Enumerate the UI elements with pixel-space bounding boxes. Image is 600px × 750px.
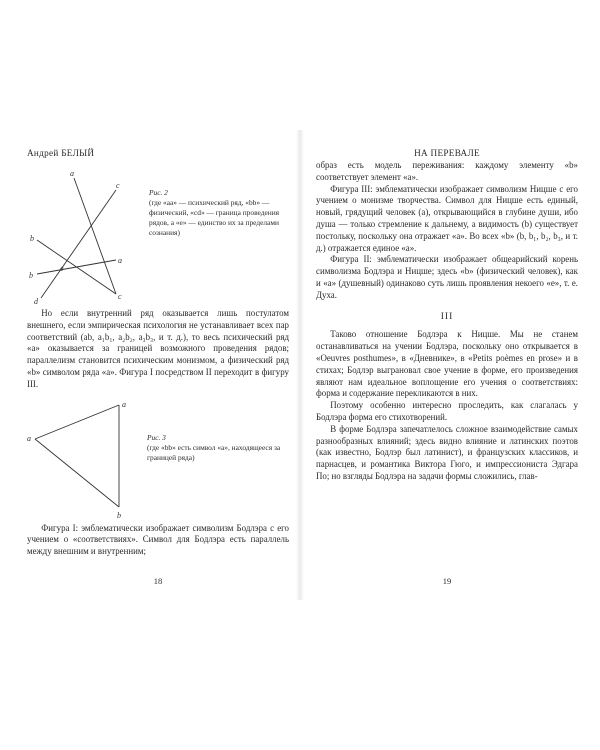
figure-2-caption-text: (где «aa» — психический ряд, «bb» — физический, «cd» — граница проведения рядов, а «e» — единство их за пределами сознания) bbox=[149, 198, 280, 237]
fig2-label-d: d bbox=[34, 297, 38, 306]
fig2-line-bb bbox=[37, 240, 116, 294]
fig2-label-b-left: b bbox=[30, 234, 34, 243]
figure-2 bbox=[27, 166, 289, 308]
fig3-label-a-right: a bbox=[122, 399, 126, 409]
figure-2-caption bbox=[149, 188, 284, 238]
fig2-label-a-right: a bbox=[118, 256, 122, 265]
fig2-label-b-right: c bbox=[118, 292, 122, 301]
page-number-right: 19 bbox=[442, 576, 452, 586]
figure-3 bbox=[27, 395, 289, 523]
right-paragraph-1: образ есть модель переживания: каждому элементу «b» соответствует элемент «a». bbox=[316, 160, 578, 182]
figure-3-diagram bbox=[27, 395, 145, 523]
running-head-title: НА ПЕРЕВАЛЕ bbox=[414, 148, 480, 158]
running-head-author: Андрей БЕЛЫЙ bbox=[27, 148, 95, 158]
fig3-side-top bbox=[35, 405, 119, 439]
right-page bbox=[316, 148, 578, 586]
left-paragraph-2: Фигура I: эмблематически изображает символизм Бодлэра с его учением о «соответствиях». Символ для Бодлэра есть параллель между внешним и внутренним; bbox=[27, 522, 289, 557]
fig2-label-b-lower: b bbox=[29, 271, 33, 280]
fig2-line-aa bbox=[74, 178, 116, 294]
figure-2-diagram bbox=[27, 166, 147, 308]
fig3-label-b: b bbox=[117, 510, 121, 520]
fig2-label-e: e bbox=[60, 264, 64, 273]
figure-3-caption bbox=[147, 433, 287, 463]
fig3-label-a-left: a bbox=[27, 433, 31, 443]
page-number-left: 18 bbox=[153, 576, 163, 586]
left-paragraph-1: Но если внутренний ряд оказывается лишь постулатом внешнего, если эмпирическая психология не устанавливает всех пар соответствий (ab, a₁b₁, a₂b₂, a₃b₃, и т. д.), то весь психический ряд «a» оказывается за границей возможного проведения рядов; параллелизм становится психическим монизмом, а физический ряд «b» символом ряда «a». Фигура I посредством II переходит в фигуру III. bbox=[27, 308, 289, 389]
right-paragraph-4: Таково отношение Бодлэра к Ницше. Мы не станем останавливаться на учении Бодлэра, поскольку оно открывается в «Oeuvres posthumes», в «Дневнике», в «Petits poèmes en prose» и в стихах; Бодлэр выграновал свое учение в форме, его произведения являют нам идеальное воплощение его учения о соответствиях: форма и содержание перекликаются в них. bbox=[316, 329, 578, 399]
right-paragraph-6: В форме Бодлэра запечатлелось сложное взаимодействие самых разнообразных влияний; здесь видно влияние и латинских поэтов (как известно, Бодлэр был латинист), и французских классиков, и парнасцев, и романтика Виктора Гюго, и импрессиониста Эдгара По; но взгляды Бодлэра на задачи формы сложились, глав- bbox=[316, 423, 578, 481]
figure-2-caption-title: Рис. 2 bbox=[149, 188, 168, 197]
section-heading-iii: III bbox=[440, 311, 454, 322]
right-paragraph-3: Фигура II: эмблематически изображает общеарийский корень символизма Бодлэра и Ницше; здесь «b» (физический человек), как и «a» (душевный) одинаково суть лишь проявления некоего «e», т. е. Духа. bbox=[316, 254, 578, 300]
book-gutter bbox=[296, 130, 304, 600]
figure-3-caption-title: Рис. 3 bbox=[147, 432, 166, 442]
fig2-label-a-top: a bbox=[70, 169, 74, 178]
fig2-label-c: c bbox=[116, 181, 120, 190]
right-paragraph-2: Фигура III: эмблематически изображает символизм Ницше с его учением о монизме творчества. Символ для Ницше есть единый, новый, грядущий человек (a), открывающийся в глубине души, ибо душа — только стремление к дальнему, а видимость (b) существует постольку, поскольку она отражает «a». Во всех «b» (b, b₁, b₂, b₃, и т. д.) отражается единое «a». bbox=[316, 183, 578, 253]
fig2-line-cd bbox=[41, 190, 116, 298]
right-paragraph-5: Поэтому особенно интересно проследить, как слагалась у Бодлэра форма его стихотворений. bbox=[316, 400, 578, 422]
left-page bbox=[27, 148, 289, 586]
fig3-side-diagonal bbox=[35, 439, 119, 507]
figure-3-caption-text: (где «bb» есть символ «a», находящееся за границей ряда) bbox=[147, 442, 281, 462]
